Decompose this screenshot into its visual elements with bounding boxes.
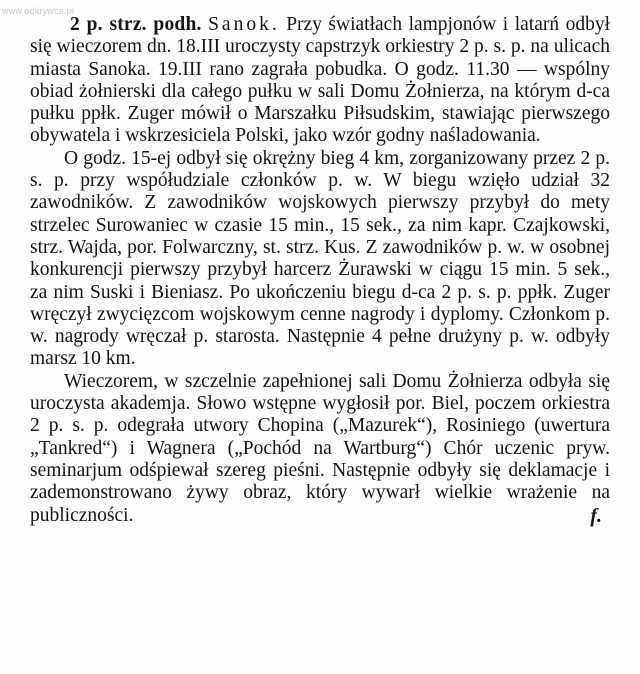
news-article: [30, 14, 610, 527]
article-paragraph-1-body: Przy światłach lampjonów i latarń odbył się wieczorem dn. 18.III uroczysty capstrzyk orkiestry 2 p. s. p. na ulicach miasta Sanoka. 19.III rano zagrała pobudka. O godz. 11.30 — wspólny obiad żołnierski dla całego pułku w sali Domu Żołnierza, na którym d-ca pułku ppłk. Zuger mówił o Marszałku Piłsudskim, stawiając pierwszego obywatela i wskrzesiciela Polski, jako wzór godny naśladowania.: [30, 14, 611, 147]
article-paragraph-1: [30, 14, 610, 148]
article-paragraph-2: O godz. 15-ej odbył się okrężny bieg 4 km, zorganizowany przez 2 p. s. p. przy współudziale członków p. w. W biegu wzięło udział 32 zawodników. Z zawodników wojskowych pierwszy przybył do mety strzelec Surowaniec w czasie 15 min., 15 sek., za nim kapr. Czajkowski, strz. Wajda, por. Folwarczny, st. strz. Kus. Z zawodników p. w. w osobnej konkurencji pierwszy przybył harcerz Żurawski w ciągu 15 min. 5 sek., za nim Suski i Bieniasz. Po ukończeniu biegu d-ca 2 p. s. p. ppłk. Zuger wręczył zwycięzcom wojskowym cenne nagrody i dyplomy. Członkom p. w. nagrody wręczał p. starosta. Następnie 4 pełne drużyny p. w. odbyły marsz 10 km.: [30, 147, 610, 370]
article-paragraph-3: Wieczorem, w szczelnie zapełnionej sali Domu Żołnierza odbyła się uroczysta akademja. Słowo wstępne wygłosił por. Biel, poczem orkiestra 2 p. s. p. odegrała utwory Chopina („Mazurek“), Rosiniego (uwertura „Tankred“) i Wagnera („Pochód na Wartburg“) Chór uczenic pryw. seminarjum odśpiewał szereg pieśni. Następnie odbyły się deklamacje i zademonstrowano żywy obraz, który wywarł wielkie wrażenie na publiczności.: [30, 370, 610, 526]
author-signature: f.: [590, 504, 602, 527]
article-place: Sanok.: [208, 14, 280, 35]
watermark: www.odkrywca.pl: [2, 6, 75, 16]
article-heading: 2 p. strz. podh.: [70, 14, 202, 35]
